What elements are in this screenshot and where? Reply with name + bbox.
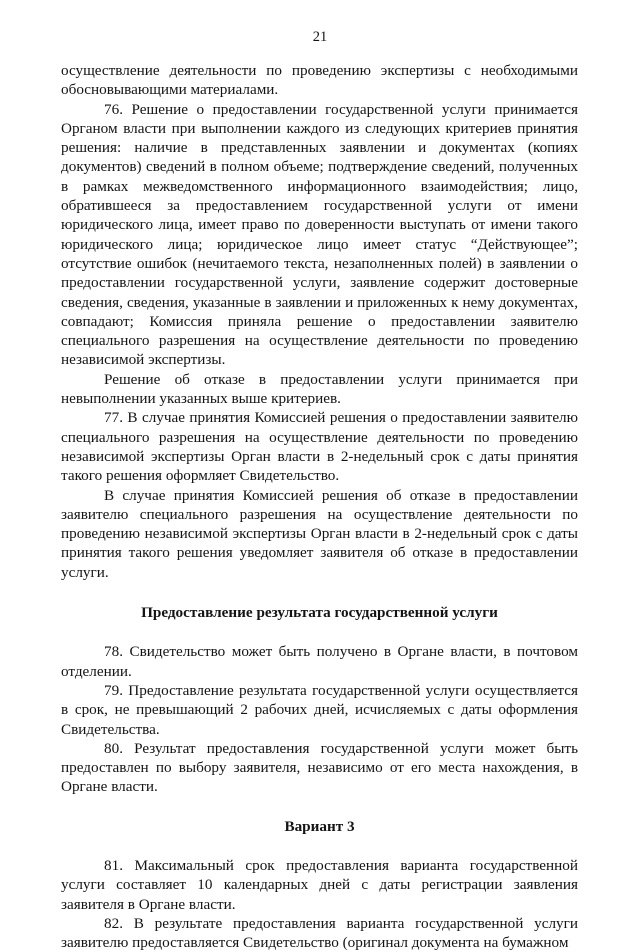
paragraph-80: 80. Результат предоставления государственной услуги может быть предоставлен по выбору заявителя, независимо от его места нахождения, в Органе власти. [61,739,578,796]
section-heading-variant-3: Вариант 3 [284,817,355,835]
page-number: 21 [312,29,328,45]
section-heading-result: Предоставление результата государственной услуги [141,604,498,622]
paragraph-76: 76. Решение о предоставлении государственной услуги принимается Органом власти при выполнении каждого из следующих критериев принятия решения: наличие в представленных заявлении и документах (копиях документов) сведений в полном объеме; подтверждение сведений, полученных в рамках межведомственного информационного взаимодействия; лицо, обратившееся за предоставлением государственной услуги от имени юридического лица, имеет право по доверенности выступать от имени такого юридического лица; юридическое лицо имеет статус “Действующее”; отсутствие ошибок (нечитаемого текста, незаполненных полей) в заявлении о предоставлении государственной услуги, заявление содержит достоверные сведения, сведения, указанные в заявлении и приложенных к нему документах, совпадают; Комиссия приняла решение о предоставлении заявителю специального разрешения на осуществление деятельности по проведению независимой экспертизы. [61,100,578,369]
paragraph-79: 79. Предоставление результата государственной услуги осуществляется в срок, не превышающий 2 рабочих дней, исчисляемых с даты оформления Свидетельства. [61,681,578,738]
paragraph-refusal-decision: Решение об отказе в предоставлении услуги принимается при невыполнении указанных выше критериев. [61,370,578,408]
paragraph-refusal-notice: В случае принятия Комиссией решения об отказе в предоставлении заявителю специального разрешения на осуществление деятельности по проведению независимой экспертизы Орган власти в 2-недельный срок с даты принятия такого решения уведомляет заявителя об отказе в предоставлении услуги. [61,486,578,581]
document-body [61,61,578,952]
paragraph-78: 78. Свидетельство может быть получено в Органе власти, в почтовом отделении. [61,643,578,680]
paragraph-77: 77. В случае принятия Комиссией решения о предоставлении заявителю специального разрешения на осуществление деятельности по проведению независимой экспертизы Орган власти в 2-недельный срок с даты принятия такого решения оформляет Свидетельство. [61,409,578,485]
paragraph-82: 82. В результате предоставления варианта государственной услуги заявителю предоставляется Свидетельство (оригинал документа на бумажном [61,914,578,952]
paragraph-81: 81. Максимальный срок предоставления варианта государственной услуги составляет 10 календарных дней с даты регистрации заявления заявителя в Органе власти. [61,856,578,913]
paragraph-continuation: осуществление деятельности по проведению экспертизы с необходимыми обосновывающими материалами. [61,62,578,99]
